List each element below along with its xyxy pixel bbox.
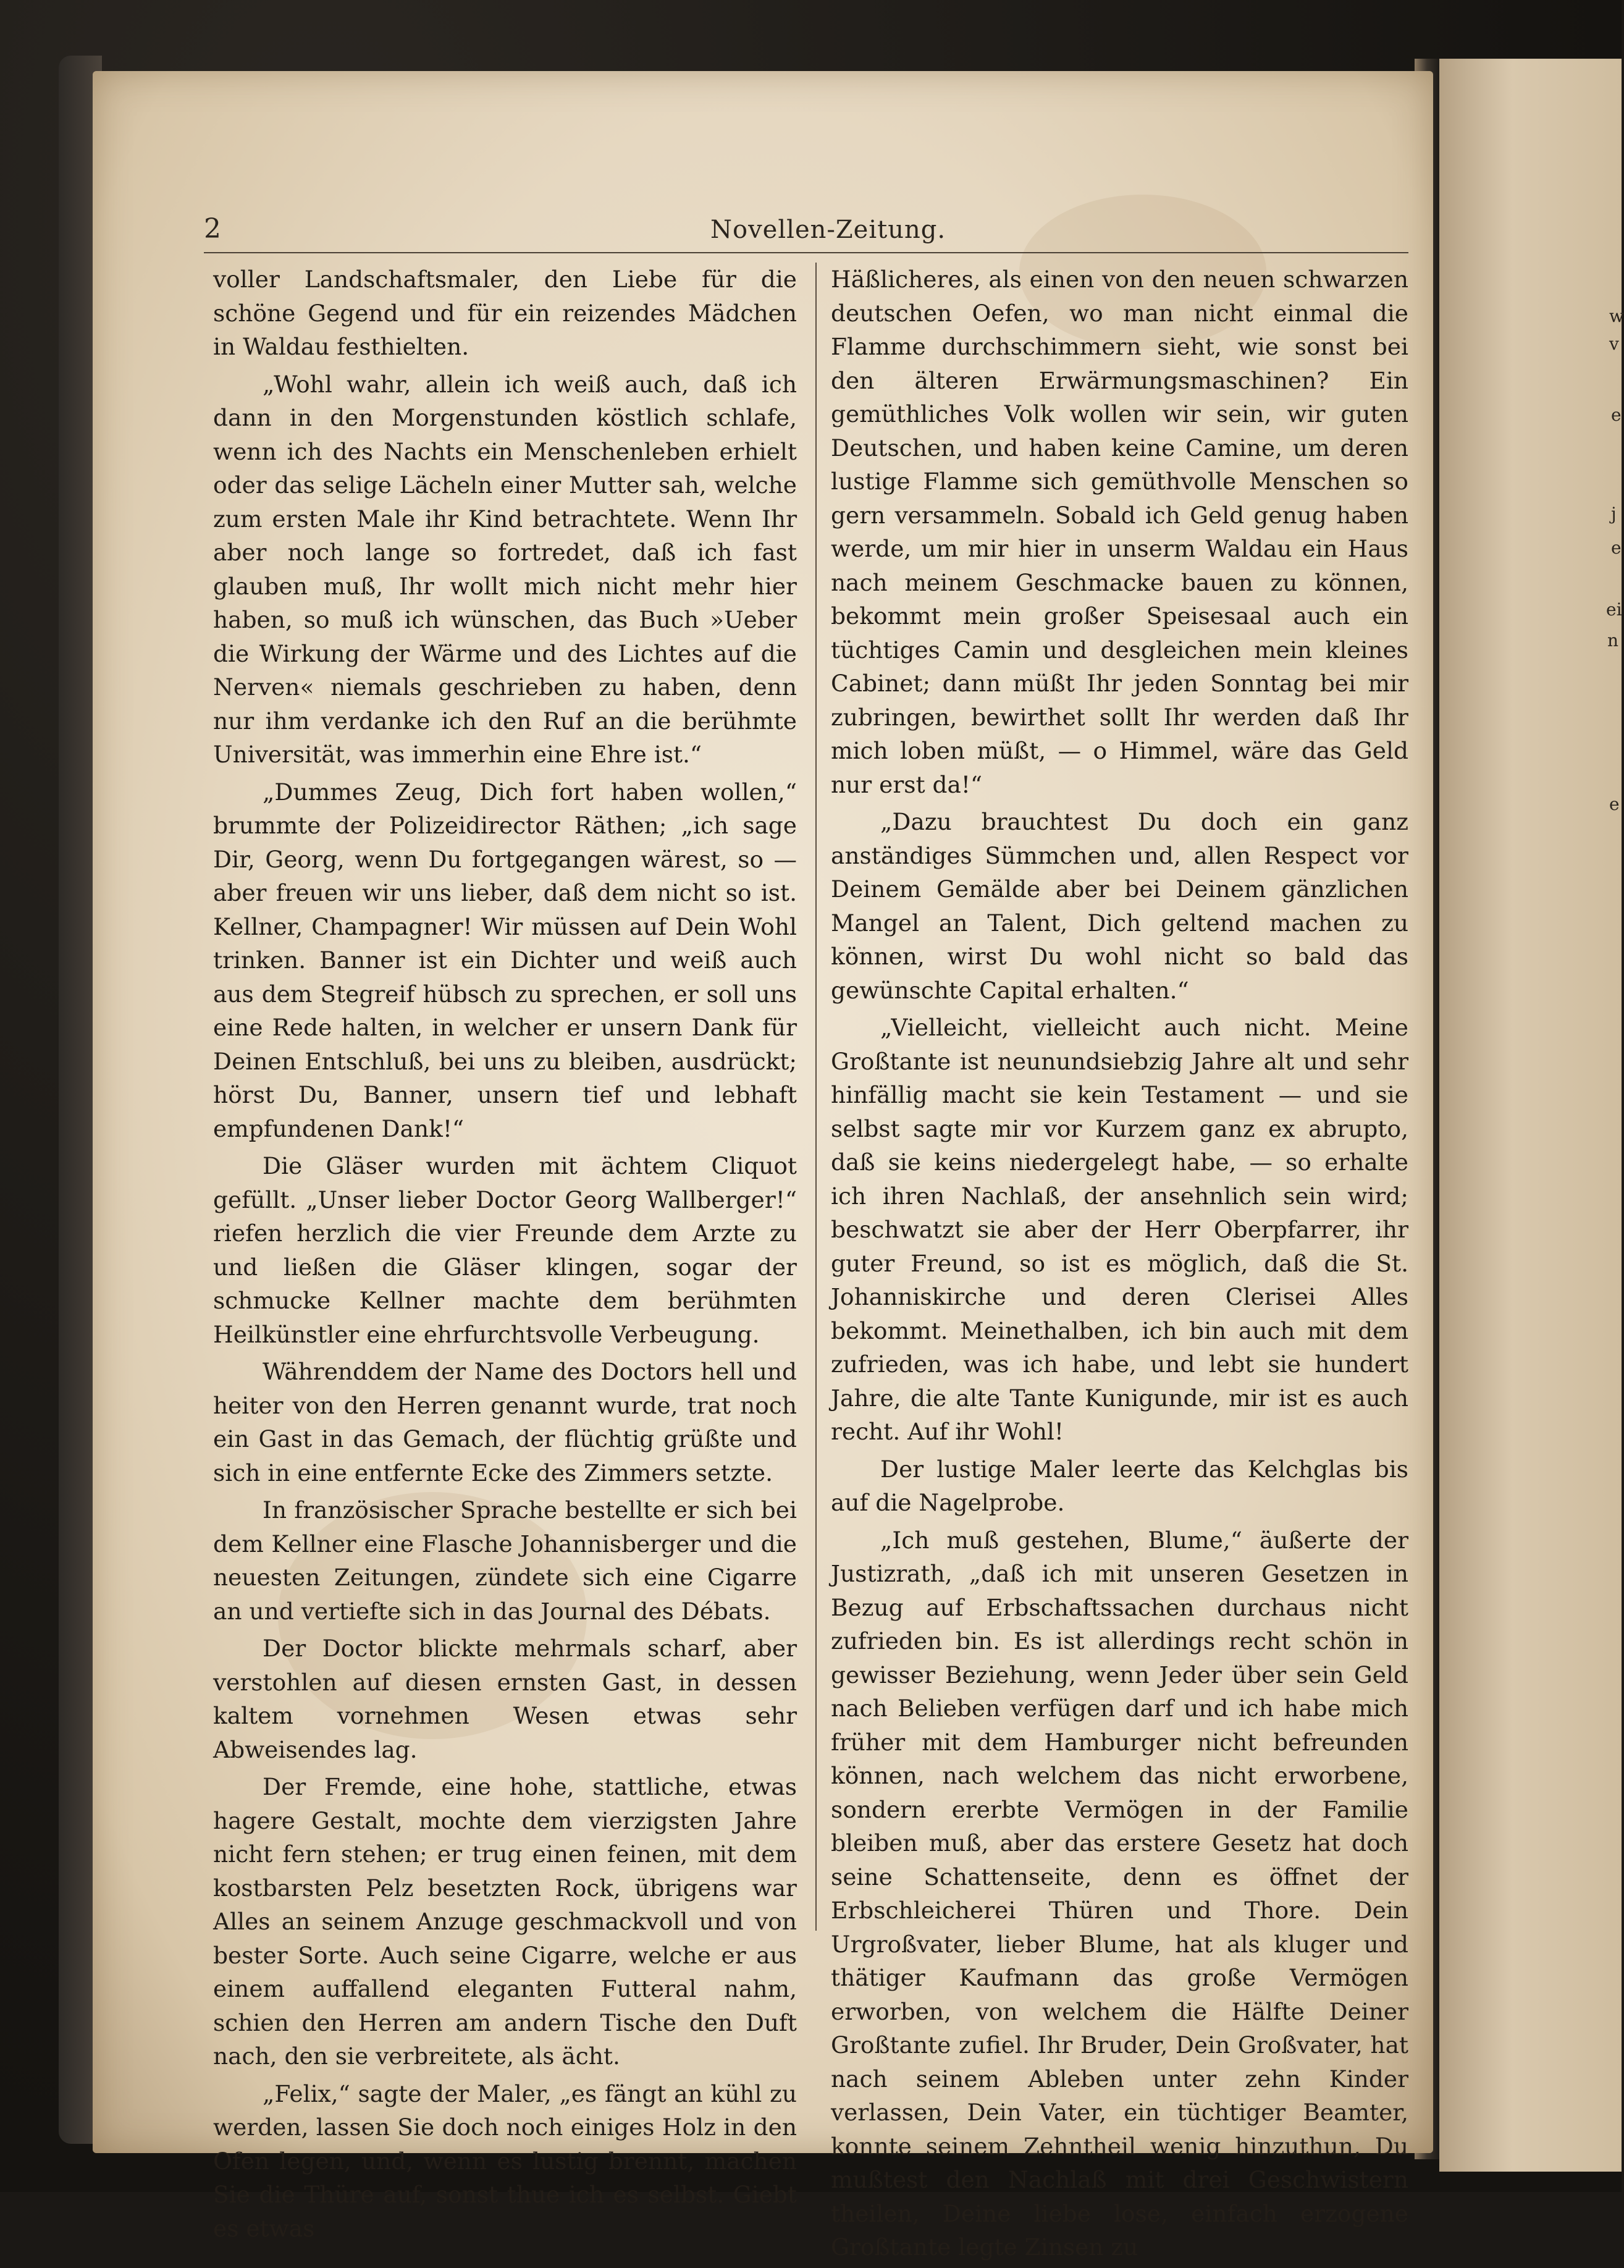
facing-page-fragment: w <box>1609 306 1624 326</box>
paragraph: „Dazu brauchtest Du doch ein ganz anständiges Sümmchen und, allen Respect vor Deinem Gemälde aber bei Deinem gänzlichen Mangel an Talent, Dich geltend machen zu können, wirst Du wohl nicht so bald das gewünschte Capital erhalten.“ <box>831 808 1408 1004</box>
page-header <box>204 213 1408 250</box>
paragraph: In französischer Sprache bestellte er sich bei dem Kellner eine Flasche Johannisberger und die neuesten Zeitungen, zündete sich eine Cigarre an und vertiefte sich in das Journal des Débats. <box>213 1496 797 1625</box>
paragraph: „Vielleicht, vielleicht auch nicht. Meine Großtante ist neunundsiebzig Jahre alt und sehr hinfällig macht sie kein Testament — und sie selbst sagte mir vor Kurzem ganz ex abrupto, daß sie keins niedergelegt habe, — so erhalte ich ihren Nachlaß, der ansehnlich sein wird; beschwatzt sie aber der Herr Oberpfarrer, ihr guter Freund, so ist es möglich, daß die St. Johanniskirche und deren Clerisei Alles bekommt. Meinethalben, ich bin auch mit dem zufrieden, was ich habe, und lebt sie hundert Jahre, die alte Tante Kunigunde, mir ist es auch recht. Auf ihr Wohl! <box>831 1014 1408 1445</box>
paragraph: Währenddem der Name des Doctors hell und heiter von den Herren genannt wurde, trat noch ein Gast in das Gemach, der flüchtig grüßte und sich in eine entfernte Ecke des Zimmers setzte. <box>213 1358 797 1486</box>
facing-page-fragment: ei <box>1606 599 1622 620</box>
paragraph: Häßlicheres, als einen von den neuen schwarzen deutschen Oefen, wo man nicht einmal die Flamme durchschimmern sieht, wie sonst bei den älteren Erwärmungsmaschinen? Ein gemüthliches Volk wollen wir sein, wir guten Deutschen, und haben keine Camine, um deren lustige Flamme sich gemüthvolle Menschen so gern versammeln. Sobald ich Geld genug haben werde, um mir hier in unserm Waldau ein Haus nach meinem Geschmacke bauen zu können, bekommt mein großer Speisesaal auch ein tüchtiges Camin und desgleichen mein kleines Cabinet; dann müßt Ihr jeden Sonntag bei mir zubringen, bewirthet sollt Ihr werden daß Ihr mich loben müßt, — o Himmel, wäre das Geld nur erst da!“ <box>831 266 1408 798</box>
paragraph: „Felix,“ sagte der Maler, „es fängt an kühl zu werden, lassen Sie doch noch einiges Holz in den Ofen legen, und, wenn es lustig brennt, machen Sie die Thüre auf, sonst thue ich es selbst. Giebt es etwas <box>213 2080 797 2242</box>
facing-page-fragment: v <box>1609 334 1619 354</box>
paragraph: Der Fremde, eine hohe, stattliche, etwas hagere Gestalt, mochte dem vierzigsten Jahre nicht fern stehen; er trug einen feinen, mit dem kostbarsten Pelz besetzten Rock, übrigens war Alles an seinem Anzuge geschmackvoll und von bester Sorte. Auch seine Cigarre, welche er aus einem auffallend eleganten Futteral nahm, schien den Herren am andern Tische den Duft nach, den sie verbreitete, als ächt. <box>213 1773 797 2070</box>
paragraph: Der Doctor blickte mehrmals scharf, aber verstohlen auf diesen ernsten Gast, in dessen kaltem vornehmen Wesen etwas sehr Abweisendes lag. <box>213 1635 797 1763</box>
paragraph: Der lustige Maler leerte das Kelchglas bis auf die Nagelprobe. <box>831 1455 1408 1516</box>
header-rule <box>204 252 1408 253</box>
facing-page-fragment: e <box>1611 405 1622 425</box>
text-column-right <box>831 263 1408 2268</box>
facing-page-fragment: e <box>1609 794 1620 814</box>
paragraph: „Wohl wahr, allein ich weiß auch, daß ich dann in den Morgenstunden köstlich schlafe, wenn ich des Nachts ein Menschenleben erhielt oder das selige Lächeln einer Mutter sah, welche zum ersten Male ihr Kind betrachtete. Wenn Ihr aber noch lange so fortredet, daß ich fast glauben muß, Ihr wollt mich nicht mehr hier haben, so muß ich wünschen, das Buch »Ueber die Wirkung der Wärme und des Lichtes auf die Nerven« niemals geschrieben zu haben, denn nur ihm verdanke ich den Ruf an die berühmte Universität, was immerhin eine Ehre ist.“ <box>213 370 797 768</box>
facing-page-fragment: n <box>1607 630 1619 651</box>
paragraph: „Dummes Zeug, Dich fort haben wollen,“ brummte der Polizeidirector Räthen; „ich sage Dir, Georg, wenn Du fortgegangen wärest, so — aber freuen wir uns lieber, daß dem nicht so ist. Kellner, Champagner! Wir müssen auf Dein Wohl trinken. Banner ist ein Dichter und weiß auch aus dem Stegreif hübsch zu sprechen, er soll uns eine Rede halten, in welcher er unsern Dank für Deinen Entschluß, bei uns zu bleiben, ausdrückt; hörst Du, Banner, unsern tief und lebhaft empfundenen Dank!“ <box>213 778 797 1142</box>
running-title: Novellen-Zeitung. <box>710 216 946 244</box>
text-column-left <box>213 263 797 2249</box>
page-number: 2 <box>204 213 221 245</box>
facing-page-fragment: e <box>1611 537 1622 558</box>
column-divider <box>815 263 817 1931</box>
facing-page-edge <box>1439 59 1622 2172</box>
paragraph: Die Gläser wurden mit ächtem Cliquot gefüllt. „Unser lieber Doctor Georg Wallberger!“ riefen herzlich die vier Freunde dem Arzte zu und ließen die Gläser klingen, sogar der schmucke Kellner machte dem berühmten Heilkünstler eine ehrfurchtsvolle Verbeugung. <box>213 1152 797 1348</box>
paragraph: voller Landschaftsmaler, den Liebe für die schöne Gegend und für ein reizendes Mädchen in Waldau festhielten. <box>213 266 797 360</box>
facing-page-fragment: j <box>1611 504 1617 524</box>
paragraph: „Ich muß gestehen, Blume,“ äußerte der Justizrath, „daß ich mit unseren Gesetzen in Bezug auf Erbschaftssachen durchaus nicht zufrieden bin. Es ist allerdings recht schön in gewisser Beziehung, wenn Jeder über sein Geld nach Belieben verfügen darf und ich habe mich früher mit dem Hamburger nicht befreunden können, nach welchem das nicht erworbene, sondern ererbte Vermögen in der Familie bleiben muß, aber das erstere Gesetz hat doch seine Schattenseite, denn es öffnet der Erbschleicherei Thüren und Thore. Dein Urgroßvater, lieber Blume, hat als kluger und thätiger Kaufmann das große Vermögen erworben, von welchem die Hälfte Deiner Großtante zufiel. Ihr Bruder, Dein Großvater, hat nach seinem Ableben unter zehn Kinder verlassen, Dein Vater, ein tüchtiger Beamter, konnte seinem Zehntheil wenig hinzuthun, Du mußtest den Nachlaß mit drei Geschwistern theilen, Deine liebe lose, einfach erzogene Großtante legte Zinsen zu <box>831 1526 1408 2261</box>
